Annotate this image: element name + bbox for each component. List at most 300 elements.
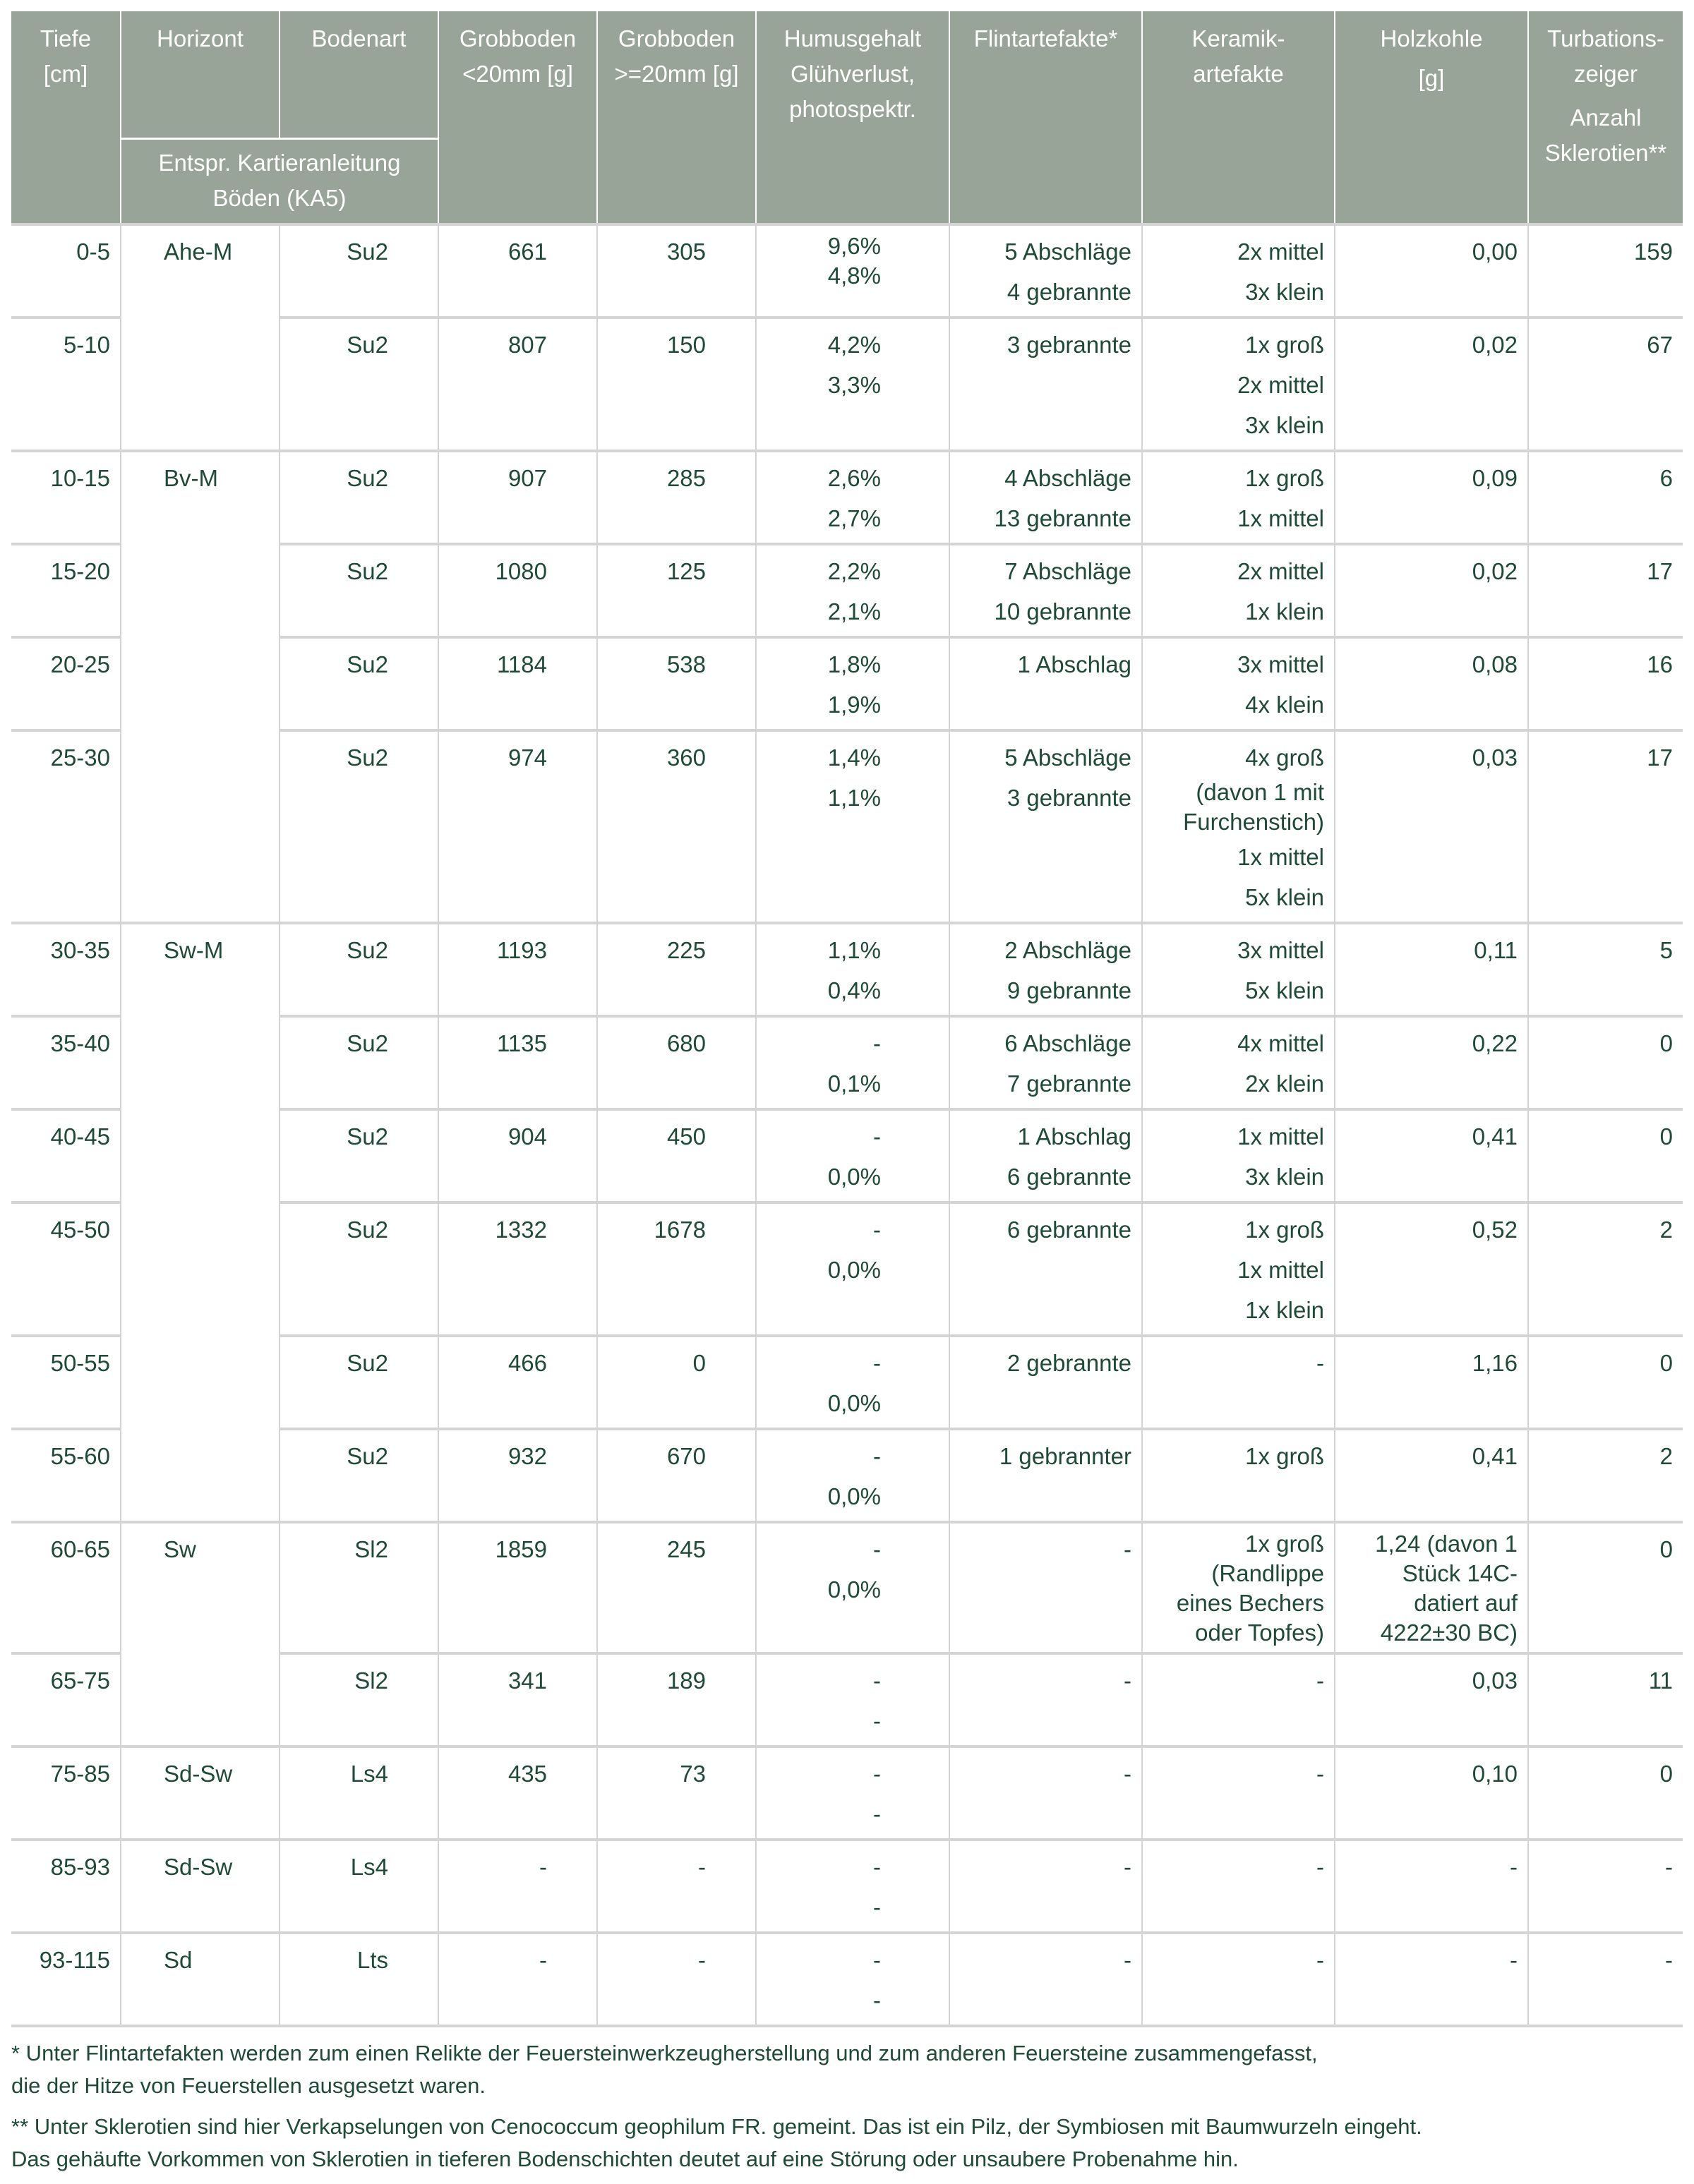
footnote-line: die der Hitze von Feuerstellen ausgesetzt waren.: [11, 2073, 486, 2098]
soil-profile-document: [11, 11, 1683, 2184]
cell-flintartefakte-line: 1 gebrannter: [999, 1443, 1131, 1469]
header-line: artefakte: [1193, 61, 1284, 87]
cell-tiefe: 65-75: [11, 1653, 121, 1746]
header-line: Sklerotien**: [1544, 140, 1667, 166]
cell-holzkohle-line: 0,22: [1472, 1030, 1518, 1056]
cell-keramikartefakte: [1142, 1840, 1335, 1933]
cell-humusgehalt: [756, 1202, 949, 1336]
cell-grobboden-ge20: 285: [597, 451, 756, 544]
cell-holzkohle: [1335, 1429, 1528, 1522]
cell-humusgehalt-line: -: [873, 1536, 881, 1562]
cell-humusgehalt-line: -: [873, 1894, 881, 1920]
cell-horizont: Sd-Sw: [121, 1746, 280, 1840]
cell-holzkohle-line: 1,24 (davon 1: [1375, 1531, 1518, 1557]
header-line: <20mm [g]: [462, 61, 573, 87]
cell-horizont: Sw-M: [121, 923, 280, 1522]
cell-humusgehalt-line: 4,8%: [827, 263, 881, 289]
table-row: [11, 451, 1683, 544]
cell-grobboden-ge20: 538: [597, 637, 756, 730]
cell-holzkohle-line: 0,08: [1472, 651, 1518, 677]
cell-keramikartefakte-line: 1x klein: [1245, 1297, 1324, 1323]
cell-tiefe: 60-65: [11, 1522, 121, 1653]
cell-holzkohle-line: 0,10: [1472, 1761, 1518, 1787]
header-turbationszeiger: [1528, 11, 1683, 224]
cell-humusgehalt-line: -: [873, 1761, 881, 1787]
cell-keramikartefakte-line: 4x groß: [1245, 744, 1324, 771]
cell-humusgehalt-line: 0,0%: [827, 1576, 881, 1603]
cell-holzkohle-line: Stück 14C-: [1402, 1560, 1518, 1586]
cell-humusgehalt-line: 3,3%: [827, 372, 881, 398]
cell-holzkohle-line: 0,02: [1472, 332, 1518, 358]
cell-tiefe: 93-115: [11, 1933, 121, 2026]
cell-humusgehalt-line: 2,6%: [827, 465, 881, 491]
cell-bodenart: Ls4: [280, 1746, 438, 1840]
table-row: [11, 224, 1683, 318]
header-line: zeiger: [1574, 61, 1638, 87]
cell-keramikartefakte-line: 1x mittel: [1237, 505, 1324, 531]
footnote: [11, 2111, 1683, 2176]
table-row: [11, 1933, 1683, 2026]
cell-holzkohle-line: 1,16: [1472, 1350, 1518, 1376]
header-line: Anzahl: [1570, 104, 1642, 131]
cell-humusgehalt: [756, 544, 949, 637]
cell-tiefe: 40-45: [11, 1109, 121, 1202]
cell-grobboden-lt20: 1859: [438, 1522, 597, 1653]
table-header: [11, 11, 1683, 224]
cell-keramikartefakte-line: 3x klein: [1245, 279, 1324, 305]
cell-flintartefakte-line: 3 gebrannte: [1007, 785, 1131, 811]
header-line: Flintartefakte*: [973, 25, 1118, 52]
cell-turbationszeiger: 6: [1528, 451, 1683, 544]
footnote-line: ** Unter Sklerotien sind hier Verkapselungen von Cenococcum geophilum FR. gemeint. Das ist ein Pilz, der Symbiosen mit Baumwurzeln eingeht.: [11, 2114, 1422, 2139]
cell-keramikartefakte-line: 1x groß: [1245, 1443, 1324, 1469]
cell-flintartefakte: [949, 1933, 1142, 2026]
cell-holzkohle: [1335, 1840, 1528, 1933]
header-line: Böden (KA5): [212, 185, 347, 211]
cell-keramikartefakte: [1142, 1933, 1335, 2026]
header-line: Humusgehalt: [783, 25, 922, 52]
cell-humusgehalt: [756, 730, 949, 923]
cell-horizont: Sd-Sw: [121, 1840, 280, 1933]
cell-flintartefakte-line: 10 gebrannte: [994, 598, 1131, 625]
header-line: >=20mm [g]: [614, 61, 739, 87]
cell-grobboden-ge20: 450: [597, 1109, 756, 1202]
cell-grobboden-ge20: 360: [597, 730, 756, 923]
cell-keramikartefakte-line: 1x groß: [1245, 465, 1324, 491]
cell-flintartefakte: [949, 318, 1142, 451]
cell-flintartefakte: [949, 1016, 1142, 1109]
cell-keramikartefakte: [1142, 1336, 1335, 1429]
cell-keramikartefakte: [1142, 451, 1335, 544]
cell-grobboden-ge20: 225: [597, 923, 756, 1016]
cell-holzkohle: [1335, 544, 1528, 637]
cell-humusgehalt-line: 1,9%: [827, 692, 881, 718]
cell-tiefe: 75-85: [11, 1746, 121, 1840]
cell-humusgehalt-line: -: [873, 1801, 881, 1827]
cell-keramikartefakte: [1142, 1653, 1335, 1746]
footnote-line: Das gehäufte Vorkommen von Sklerotien in tieferen Bodenschichten deutet auf eine Störung oder unsaubere Probenahme hin.: [11, 2147, 1239, 2171]
cell-flintartefakte-line: 1 Abschlag: [1017, 651, 1131, 677]
cell-turbationszeiger: 5: [1528, 923, 1683, 1016]
cell-grobboden-lt20: 904: [438, 1109, 597, 1202]
cell-bodenart: Su2: [280, 1429, 438, 1522]
cell-keramikartefakte-line: 1x mittel: [1237, 1257, 1324, 1283]
cell-flintartefakte-line: 13 gebrannte: [994, 505, 1131, 531]
cell-holzkohle: [1335, 1202, 1528, 1336]
cell-flintartefakte: [949, 1840, 1142, 1933]
cell-humusgehalt-line: 0,0%: [827, 1164, 881, 1190]
cell-holzkohle: [1335, 1653, 1528, 1746]
cell-horizont: Ahe-M: [121, 224, 280, 451]
cell-tiefe: 45-50: [11, 1202, 121, 1336]
cell-tiefe: 30-35: [11, 923, 121, 1016]
table-row: [11, 1840, 1683, 1933]
cell-humusgehalt-line: -: [873, 1947, 881, 1973]
cell-humusgehalt: [756, 1653, 949, 1746]
cell-keramikartefakte-line: 2x klein: [1245, 1070, 1324, 1097]
header-grobboden-ge20: [597, 11, 756, 224]
cell-keramikartefakte: [1142, 637, 1335, 730]
cell-turbationszeiger: 16: [1528, 637, 1683, 730]
cell-holzkohle-line: datiert auf: [1414, 1590, 1518, 1616]
cell-tiefe: 5-10: [11, 318, 121, 451]
cell-flintartefakte-line: 4 Abschläge: [1004, 465, 1131, 491]
cell-grobboden-ge20: 670: [597, 1429, 756, 1522]
cell-holzkohle: [1335, 318, 1528, 451]
cell-humusgehalt-line: 2,7%: [827, 505, 881, 531]
cell-grobboden-ge20: 0: [597, 1336, 756, 1429]
cell-grobboden-lt20: 1193: [438, 923, 597, 1016]
cell-grobboden-lt20: 1135: [438, 1016, 597, 1109]
cell-keramikartefakte: [1142, 730, 1335, 923]
cell-holzkohle-line: 0,03: [1472, 1667, 1518, 1694]
cell-humusgehalt-line: -: [873, 1854, 881, 1880]
cell-keramikartefakte-line: eines Bechers: [1176, 1590, 1324, 1616]
cell-humusgehalt-line: -: [873, 1667, 881, 1694]
cell-humusgehalt-line: 1,1%: [827, 785, 881, 811]
header-line: [cm]: [43, 61, 88, 87]
cell-grobboden-ge20: -: [597, 1840, 756, 1933]
cell-humusgehalt: [756, 1522, 949, 1653]
header-line: Glühverlust,: [790, 61, 915, 87]
header-tiefe: [11, 11, 121, 224]
cell-bodenart: Su2: [280, 1202, 438, 1336]
footnote: [11, 2037, 1683, 2102]
cell-flintartefakte: [949, 730, 1142, 923]
cell-grobboden-lt20: -: [438, 1840, 597, 1933]
cell-keramikartefakte: [1142, 1746, 1335, 1840]
cell-flintartefakte: [949, 1746, 1142, 1840]
cell-humusgehalt-line: 9,6%: [827, 233, 881, 259]
cell-turbationszeiger: -: [1528, 1840, 1683, 1933]
cell-keramikartefakte: [1142, 224, 1335, 318]
cell-turbationszeiger: -: [1528, 1933, 1683, 2026]
cell-keramikartefakte-line: 3x mittel: [1237, 937, 1324, 963]
cell-flintartefakte-line: 1 Abschlag: [1017, 1123, 1131, 1150]
cell-flintartefakte-line: 3 gebrannte: [1007, 332, 1131, 358]
cell-humusgehalt: [756, 318, 949, 451]
cell-keramikartefakte-line: 1x klein: [1245, 598, 1324, 625]
cell-tiefe: 20-25: [11, 637, 121, 730]
cell-turbationszeiger: 0: [1528, 1109, 1683, 1202]
cell-grobboden-lt20: 807: [438, 318, 597, 451]
cell-keramikartefakte-line: -: [1316, 1947, 1324, 1973]
cell-keramikartefakte-line: 1x groß: [1245, 1217, 1324, 1243]
cell-turbationszeiger: 17: [1528, 730, 1683, 923]
cell-humusgehalt: [756, 1840, 949, 1933]
cell-flintartefakte: [949, 1429, 1142, 1522]
cell-keramikartefakte: [1142, 1522, 1335, 1653]
cell-humusgehalt-line: -: [873, 1443, 881, 1469]
cell-grobboden-lt20: -: [438, 1933, 597, 2026]
cell-grobboden-ge20: 189: [597, 1653, 756, 1746]
cell-humusgehalt-line: 0,0%: [827, 1390, 881, 1416]
cell-flintartefakte-line: -: [1124, 1854, 1131, 1880]
cell-turbationszeiger: 0: [1528, 1522, 1683, 1653]
cell-grobboden-lt20: 341: [438, 1653, 597, 1746]
cell-turbationszeiger: 159: [1528, 224, 1683, 318]
cell-flintartefakte: [949, 637, 1142, 730]
footnote-line: * Unter Flintartefakten werden zum einen Relikte der Feuersteinwerkzeugherstellung und zum anderen Feuersteine zusammengefasst,: [11, 2041, 1318, 2065]
cell-tiefe: 15-20: [11, 544, 121, 637]
cell-holzkohle: [1335, 923, 1528, 1016]
cell-turbationszeiger: 0: [1528, 1336, 1683, 1429]
header-line: [g]: [1418, 65, 1445, 91]
cell-keramikartefakte-line: 2x mittel: [1237, 239, 1324, 265]
cell-keramikartefakte-line: 1x mittel: [1237, 844, 1324, 870]
cell-keramikartefakte: [1142, 1429, 1335, 1522]
cell-holzkohle-line: 0,02: [1472, 558, 1518, 584]
cell-flintartefakte: [949, 1202, 1142, 1336]
header-line: Entspr. Kartieranleitung: [158, 150, 401, 176]
cell-keramikartefakte-line: 2x mittel: [1237, 558, 1324, 584]
cell-holzkohle-line: 0,41: [1472, 1443, 1518, 1469]
cell-bodenart: Lts: [280, 1933, 438, 2026]
cell-flintartefakte: [949, 451, 1142, 544]
header-humusgehalt: [756, 11, 949, 224]
cell-humusgehalt-line: 0,4%: [827, 977, 881, 1003]
cell-flintartefakte: [949, 1336, 1142, 1429]
cell-keramikartefakte-line: -: [1316, 1854, 1324, 1880]
cell-flintartefakte-line: 4 gebrannte: [1007, 279, 1131, 305]
header-flintartefakte: [949, 11, 1142, 224]
cell-tiefe: 0-5: [11, 224, 121, 318]
table-row: [11, 923, 1683, 1016]
cell-tiefe: 35-40: [11, 1016, 121, 1109]
cell-grobboden-ge20: 1678: [597, 1202, 756, 1336]
cell-grobboden-lt20: 466: [438, 1336, 597, 1429]
cell-humusgehalt-line: 1,1%: [827, 937, 881, 963]
cell-bodenart: Su2: [280, 451, 438, 544]
cell-grobboden-ge20: 245: [597, 1522, 756, 1653]
cell-humusgehalt-line: 0,1%: [827, 1070, 881, 1097]
cell-holzkohle-line: -: [1510, 1947, 1518, 1973]
cell-holzkohle-line: -: [1510, 1854, 1518, 1880]
cell-holzkohle-line: 0,00: [1472, 239, 1518, 265]
cell-humusgehalt: [756, 224, 949, 318]
cell-tiefe: 85-93: [11, 1840, 121, 1933]
cell-humusgehalt-line: 1,8%: [827, 651, 881, 677]
cell-keramikartefakte: [1142, 1202, 1335, 1336]
cell-keramikartefakte-line: 5x klein: [1245, 977, 1324, 1003]
cell-keramikartefakte: [1142, 1109, 1335, 1202]
cell-holzkohle-line: 0,11: [1474, 937, 1518, 963]
cell-flintartefakte-line: -: [1124, 1761, 1131, 1787]
cell-flintartefakte-line: -: [1124, 1536, 1131, 1562]
cell-holzkohle: [1335, 1746, 1528, 1840]
cell-holzkohle: [1335, 637, 1528, 730]
cell-turbationszeiger: 17: [1528, 544, 1683, 637]
cell-holzkohle: [1335, 1016, 1528, 1109]
cell-humusgehalt-line: 1,4%: [827, 744, 881, 771]
cell-humusgehalt-line: -: [873, 1987, 881, 2013]
cell-humusgehalt-line: 0,0%: [827, 1483, 881, 1509]
cell-tiefe: 50-55: [11, 1336, 121, 1429]
cell-grobboden-lt20: 661: [438, 224, 597, 318]
cell-humusgehalt-line: 2,2%: [827, 558, 881, 584]
cell-keramikartefakte-line: oder Topfes): [1195, 1619, 1324, 1646]
cell-keramikartefakte: [1142, 544, 1335, 637]
cell-keramikartefakte: [1142, 318, 1335, 451]
header-line: Grobboden: [618, 25, 735, 52]
cell-flintartefakte: [949, 923, 1142, 1016]
cell-holzkohle-line: 0,41: [1472, 1123, 1518, 1150]
cell-keramikartefakte-line: 1x mittel: [1237, 1123, 1324, 1150]
cell-flintartefakte: [949, 1653, 1142, 1746]
cell-grobboden-lt20: 907: [438, 451, 597, 544]
cell-bodenart: Ls4: [280, 1840, 438, 1933]
soil-profile-table: [11, 11, 1683, 2027]
cell-grobboden-ge20: 150: [597, 318, 756, 451]
cell-horizont: Bv-M: [121, 451, 280, 923]
header-line: Turbations-: [1547, 25, 1664, 52]
header-horizont: Horizont: [121, 11, 280, 139]
cell-bodenart: Su2: [280, 923, 438, 1016]
cell-flintartefakte-line: 7 Abschläge: [1004, 558, 1131, 584]
cell-humusgehalt-line: -: [873, 1708, 881, 1734]
cell-keramikartefakte-line: -: [1316, 1761, 1324, 1787]
cell-bodenart: Su2: [280, 1109, 438, 1202]
cell-humusgehalt-line: -: [873, 1123, 881, 1150]
cell-holzkohle: [1335, 451, 1528, 544]
header-holzkohle: [1335, 11, 1528, 224]
cell-grobboden-lt20: 1080: [438, 544, 597, 637]
cell-holzkohle: [1335, 1109, 1528, 1202]
cell-tiefe: 25-30: [11, 730, 121, 923]
cell-keramikartefakte-line: -: [1316, 1667, 1324, 1694]
cell-grobboden-ge20: -: [597, 1933, 756, 2026]
cell-keramikartefakte-line: 3x klein: [1245, 1164, 1324, 1190]
cell-bodenart: Su2: [280, 224, 438, 318]
cell-bodenart: Sl2: [280, 1522, 438, 1653]
table-row: [11, 1746, 1683, 1840]
cell-humusgehalt: [756, 637, 949, 730]
footnotes: [11, 2037, 1683, 2176]
cell-turbationszeiger: 0: [1528, 1016, 1683, 1109]
cell-holzkohle: [1335, 1522, 1528, 1653]
cell-flintartefakte-line: 6 gebrannte: [1007, 1217, 1131, 1243]
header-line: photospektr.: [789, 96, 916, 122]
cell-holzkohle: [1335, 224, 1528, 318]
cell-keramikartefakte-line: Furchenstich): [1183, 809, 1324, 835]
header-keramikartefakte: [1142, 11, 1335, 224]
cell-grobboden-lt20: 932: [438, 1429, 597, 1522]
table-body: [11, 224, 1683, 2026]
cell-grobboden-lt20: 974: [438, 730, 597, 923]
header-line: Holzkohle: [1380, 25, 1483, 52]
cell-flintartefakte-line: 2 gebrannte: [1007, 1350, 1131, 1376]
cell-flintartefakte-line: 6 Abschläge: [1004, 1030, 1131, 1056]
cell-keramikartefakte-line: 4x mittel: [1237, 1030, 1324, 1056]
cell-bodenart: Sl2: [280, 1653, 438, 1746]
cell-holzkohle: [1335, 730, 1528, 923]
cell-holzkohle: [1335, 1933, 1528, 2026]
header-grobboden-lt20: [438, 11, 597, 224]
cell-turbationszeiger: 11: [1528, 1653, 1683, 1746]
cell-keramikartefakte-line: -: [1316, 1350, 1324, 1376]
cell-grobboden-ge20: 305: [597, 224, 756, 318]
cell-turbationszeiger: 67: [1528, 318, 1683, 451]
cell-humusgehalt: [756, 923, 949, 1016]
header-bodenart: Bodenart: [280, 11, 438, 139]
cell-keramikartefakte-line: 1x groß: [1245, 1531, 1324, 1557]
cell-humusgehalt: [756, 1336, 949, 1429]
cell-bodenart: Su2: [280, 544, 438, 637]
cell-horizont: Sw: [121, 1522, 280, 1746]
table-row: [11, 1522, 1683, 1653]
cell-humusgehalt-line: -: [873, 1030, 881, 1056]
cell-flintartefakte-line: 9 gebrannte: [1007, 977, 1131, 1003]
header-line: Grobboden: [459, 25, 577, 52]
cell-keramikartefakte-line: 4x klein: [1245, 692, 1324, 718]
cell-flintartefakte-line: 5 Abschläge: [1004, 744, 1131, 771]
cell-flintartefakte-line: -: [1124, 1667, 1131, 1694]
cell-grobboden-lt20: 1184: [438, 637, 597, 730]
cell-tiefe: 10-15: [11, 451, 121, 544]
cell-flintartefakte: [949, 224, 1142, 318]
cell-keramikartefakte-line: 1x groß: [1245, 332, 1324, 358]
cell-holzkohle-line: 0,09: [1472, 465, 1518, 491]
cell-flintartefakte-line: 2 Abschläge: [1004, 937, 1131, 963]
cell-grobboden-lt20: 1332: [438, 1202, 597, 1336]
cell-flintartefakte: [949, 1522, 1142, 1653]
cell-grobboden-ge20: 680: [597, 1016, 756, 1109]
cell-flintartefakte: [949, 544, 1142, 637]
cell-grobboden-ge20: 125: [597, 544, 756, 637]
cell-humusgehalt-line: -: [873, 1350, 881, 1376]
cell-flintartefakte: [949, 1109, 1142, 1202]
cell-humusgehalt-line: 2,1%: [827, 598, 881, 625]
cell-turbationszeiger: 2: [1528, 1429, 1683, 1522]
cell-humusgehalt: [756, 1933, 949, 2026]
cell-bodenart: Su2: [280, 637, 438, 730]
cell-turbationszeiger: 0: [1528, 1746, 1683, 1840]
cell-humusgehalt: [756, 1429, 949, 1522]
cell-holzkohle-line: 0,52: [1472, 1217, 1518, 1243]
cell-grobboden-lt20: 435: [438, 1746, 597, 1840]
cell-humusgehalt: [756, 451, 949, 544]
header-line: Tiefe: [40, 25, 92, 52]
cell-holzkohle-line: 0,03: [1472, 744, 1518, 771]
cell-humusgehalt: [756, 1746, 949, 1840]
cell-humusgehalt-line: 4,2%: [827, 332, 881, 358]
cell-flintartefakte-line: -: [1124, 1947, 1131, 1973]
cell-humusgehalt: [756, 1109, 949, 1202]
cell-bodenart: Su2: [280, 1016, 438, 1109]
cell-keramikartefakte-line: (Randlippe: [1211, 1560, 1324, 1586]
cell-keramikartefakte-line: 3x klein: [1245, 412, 1324, 438]
cell-flintartefakte-line: 7 gebrannte: [1007, 1070, 1131, 1097]
